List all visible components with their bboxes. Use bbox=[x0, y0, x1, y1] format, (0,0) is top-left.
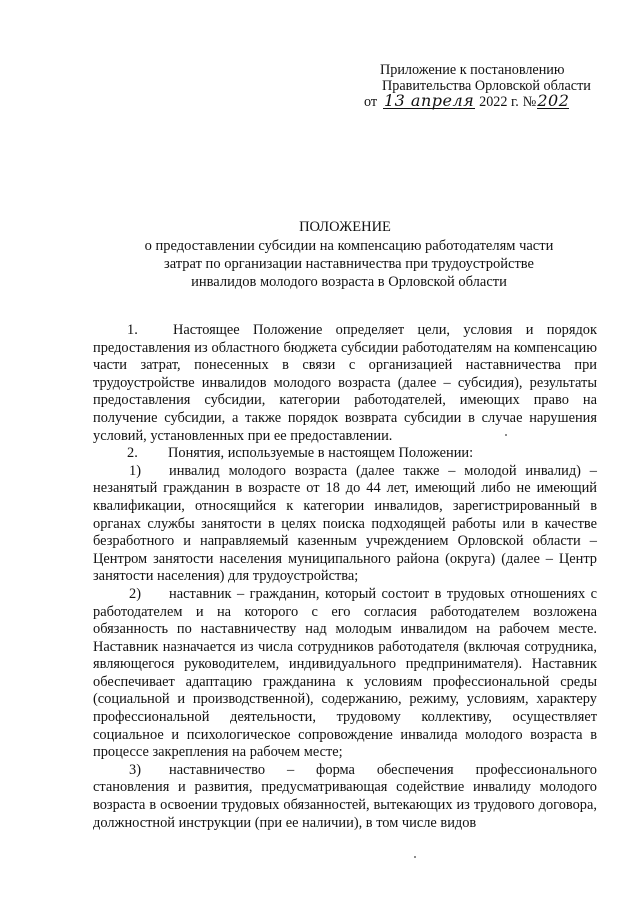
paragraph-number: 1. bbox=[127, 322, 138, 338]
paragraph-text: Настоящее Положение определяет цели, условия и порядок предоставления из областного бюджета субсидии работодателям на компенсацию части затрат, понесенных в связи с организацией наставничества при трудоустройстве инвалидов молодого возраста (далее – субсидия), результаты предоставления субсидии, категории работодателей, имеющих право на получение субсидии, а также порядок возврата субсидии в случае нарушения условий, установленных при ее предоставлении. bbox=[93, 322, 597, 444]
header-line-date bbox=[362, 91, 622, 110]
subitem-number: 2) bbox=[129, 585, 141, 602]
scan-speck bbox=[414, 856, 416, 858]
subitem-3 bbox=[93, 762, 597, 832]
from-label: от bbox=[364, 94, 378, 110]
subitem-1 bbox=[93, 463, 597, 586]
paragraph-text: Понятия, используемые в настоящем Положении: bbox=[168, 445, 474, 462]
scan-speck bbox=[505, 434, 507, 436]
year-text: 2022 г. bbox=[479, 94, 519, 110]
header-line-government: Правительства Орловской области bbox=[382, 78, 591, 94]
title-subtitle: о предоставлении субсидии на компенсацию работодателям части затрат по организации наставничества при трудоустройстве инвалидов молодого возраста в Орловской области bbox=[144, 238, 554, 290]
title-main: ПОЛОЖЕНИЕ bbox=[299, 219, 391, 235]
subitem-number: 3) bbox=[129, 761, 141, 778]
subitem-text: инвалид молодого возраста (далее также – молодой инвалид) – незанятый гражданин в возрасте от 18 до 44 лет, имеющий либо не имеющий квалификации, относящийся к категории инвалидов, зарегистрированный в органах службы занятости в целях поиска подходящей работы или в качестве безработного и направляемый казенным учреждением Орловской области – Центром занятости населения муниципального района (округа) (далее – Центр занятости населения) для трудоустройства; bbox=[93, 462, 597, 585]
subitem-number: 1) bbox=[129, 462, 141, 479]
subitem-2 bbox=[93, 586, 597, 762]
document-body bbox=[93, 322, 597, 832]
handwritten-number: 202 bbox=[537, 91, 570, 110]
subitem-text: наставничество – форма обеспечения профессионального становления и развития, предусматривающая содействие инвалиду молодого возраста в освоении трудовых обязанностей, вытекающих из трудового договора, должностной инструкции (при ее наличии), в том числе видов bbox=[93, 761, 597, 831]
subitem-text: наставник – гражданин, который состоит в трудовых отношениях с работодателем и на которого с его согласия работодателем возложена обязанность по наставничеству над молодым инвалидом на рабочем месте. Наставник назначается из числа сотрудников работодателя (включая сотрудника, являющегося руководителем, индивидуального предпринимателя). Наставник обеспечивает адаптацию гражданина к условиям профессиональной среды (социальной и производственной), содержанию, режиму, условиям, характеру профессиональной деятельности, трудовому коллективу, осуществляет социальное и психологическое сопровождение инвалида молодого возраста в процессе закрепления на рабочем месте; bbox=[93, 585, 597, 761]
handwritten-date: 13 апреля bbox=[383, 91, 475, 110]
document-header bbox=[362, 62, 622, 110]
paragraph-2 bbox=[93, 445, 597, 463]
header-line-appendix: Приложение к постановлению bbox=[380, 62, 565, 78]
document-title bbox=[100, 218, 590, 291]
paragraph-number: 2. bbox=[127, 445, 138, 462]
number-label: № bbox=[522, 94, 537, 110]
paragraph-1 bbox=[93, 322, 597, 445]
